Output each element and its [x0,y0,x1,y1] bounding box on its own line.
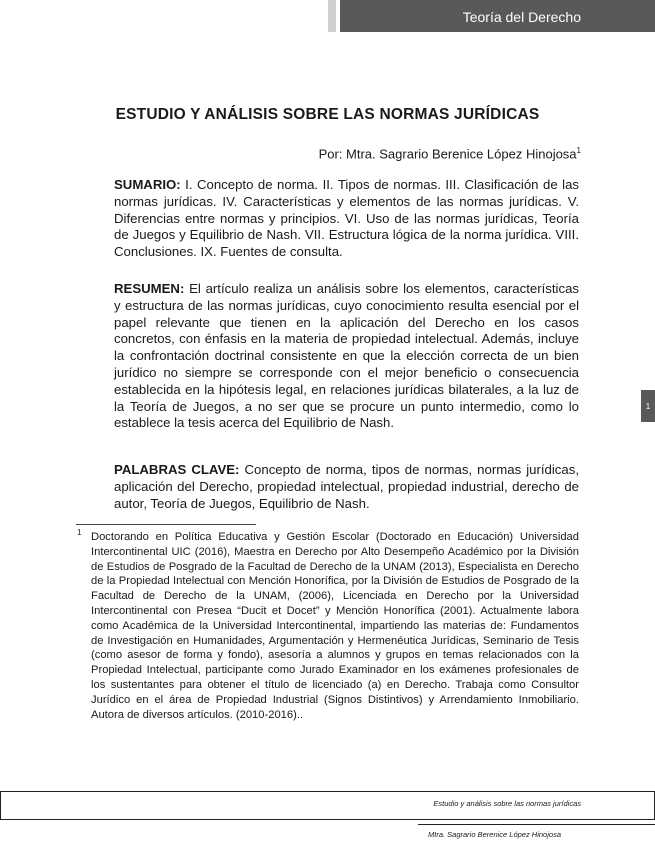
header-accent-bar [328,0,336,32]
resumen-label: RESUMEN: [114,281,185,296]
sumario-label: SUMARIO: [114,177,181,192]
sumario-paragraph [114,177,579,261]
footnote-mark: 1 [77,528,82,537]
footnote-rule [76,524,256,525]
footnote-text: Doctorando en Política Educativa y Gestión Escolar (Doctorado en Educación) Universidad Intercontinental UIC (2016), Maestra en Derecho por Alto Desempeño Académico por la División de Estudios de Posgrado de la Facultad de Derecho de la UNAM (2013), Especialista en Derecho de la Propiedad Intelectual con Mención Honorífica, por la División de Estudios de Posgrado de la Facultad de Derecho de la UNAM, (2006), Licenciada en Derecho por la Universidad Intercontinental con Presea “Ducit et Docet” y Mención Honorífica (2001). Actualmente labora como Académica de la Universidad Intercontinental, impartiendo las materias de: Fundamentos de Investigación en Humanidades, Argumentación y Hermenéutica Jurídicas, Seminario de Tesis (como asesor de forma y fondo), asesoría a alumnos y grupos en temas relacionados con la Propiedad Intelectual, participante como Jurado Examinador en los exámenes profesionales de los sustentantes para obtener el título de licenciado (a) en Derecho. Trabaja como Consultor Jurídico en el área de Propiedad Industrial (Signos Distintivos) y Arrendamiento Inmobiliario. Autora de diversos artículos. (2010-2016).. [91,531,579,721]
resumen-text: El artículo realiza un análisis sobre los elementos, características y estructura de las normas jurídicas, cuyo conocimiento resulta esencial por el papel relevante que tienen en la aplicación del Derecho en los casos concretos, con énfasis en la materia de propiedad intelectual. Además, incluye la confrontación doctrinal consistente en que la elección correcta de un bien jurídico no siempre se corresponde con el mejor beneficio o consecuencia establecida en la hipótesis legal, en relaciones jurídicas bilaterales, a la luz de la Teoría de Juegos, a no ser que se procure un punto intermedio, como lo establece la tesis acerca del Equilibrio de Nash. [114,281,579,431]
sumario-text: I. Concepto de norma. II. Tipos de normas. III. Clasificación de las normas jurídicas. IV. Características y elementos de las normas jurídicas. V. Diferencias entre normas y principios. VI. Uso de las normas jurídicas, Teoría de Juegos y Equilibrio de Nash. VII. Estructura lógica de la norma jurídica. VIII. Conclusiones. IX. Fuentes de consulta. [114,177,579,260]
resumen-paragraph [114,281,579,432]
page-tab-number: 1 [645,401,651,411]
footer-running-author: Mtra. Sagrario Berenice López Hinojosa [428,830,561,839]
keywords-label: PALABRAS CLAVE: [114,462,240,477]
page-tab [641,390,655,422]
article-author [319,146,581,161]
author-footnote-mark[interactable]: 1 [576,146,581,155]
author-name: Por: Mtra. Sagrario Berenice López Hinojosa [318,146,577,162]
section-title: Teoría del Derecho [462,9,581,25]
footer-author-rule [418,824,655,825]
footer-running-title: Estudio y análisis sobre las normas jurídicas [433,799,581,808]
keywords-text: Concepto de norma, tipos de normas, normas jurídicas, aplicación del Derecho, propiedad intelectual, propiedad industrial, derecho de autor, Teoría de Juegos, Equilibrio de Nash. [114,462,579,511]
article-title: ESTUDIO Y ANÁLISIS SOBRE LAS NORMAS JURÍDICAS [115,106,540,123]
keywords-paragraph [114,462,579,512]
